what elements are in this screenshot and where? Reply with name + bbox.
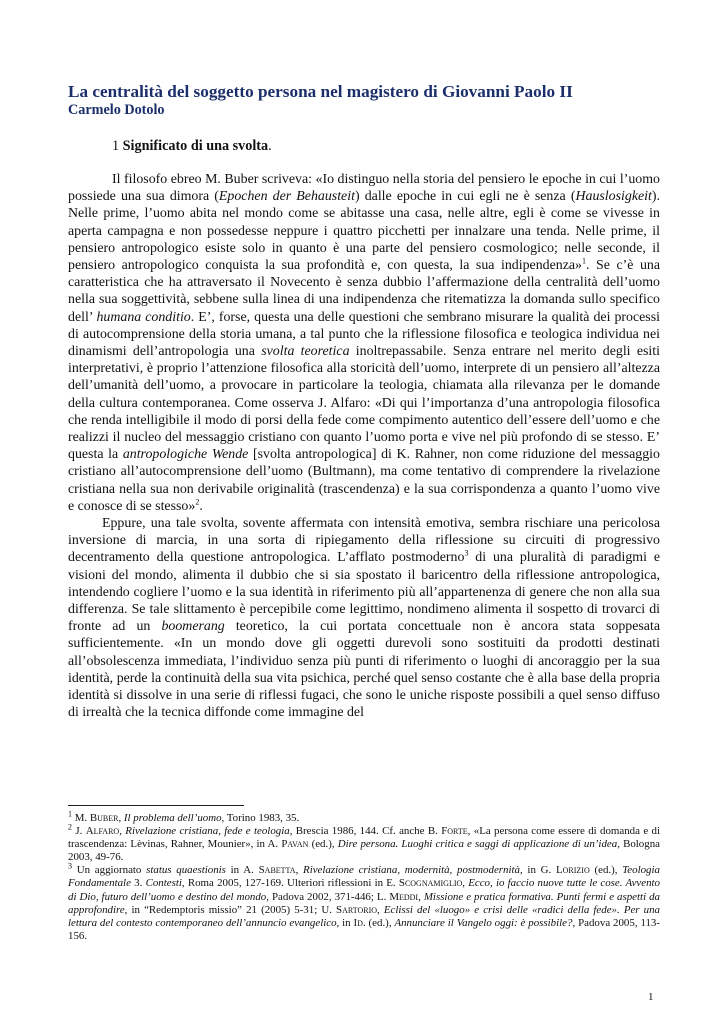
body-text xyxy=(68,171,660,722)
italic-term: antropologiche Wende xyxy=(122,447,249,463)
section-heading xyxy=(68,138,660,155)
italic-term: svolta teoretica xyxy=(261,344,350,360)
italic-term: boomerang xyxy=(161,619,225,635)
footnote-ref-3[interactable]: 3 xyxy=(464,548,469,558)
page-content xyxy=(68,82,660,722)
footnote-ref-2[interactable]: 2 xyxy=(195,497,200,507)
paragraph-1: Il filosofo ebreo M. Buber scriveva: «Io distinguo nella storia del pensiero le epoche in cui l’uomo possiede una sua dimora (Epochen der Behausteit) dalle epoche in cui egli ne è senza (Hauslosigkeit). Nelle prime, l’uomo abita nel mondo come se abitasse una casa, nelle altre, egli è come se vivesse in aperta campagna e non possedesse neppure i quattro picchetti per innalzare una tenda. Nelle prime, il pensiero antropologico esiste solo in quanto è una parte del pensiero cosmologico; nelle seconde, il pensiero antropologico conquista la sua profondità e, con questa, la sua indipendenza»$^1$. Se c’è una caratteristica che ha attraversato il Novecento è senza dubbio l’affermazione della centralità dell’uomo nella sua soggettività, sebbene sulla linea di una indipendenza che ritematizza la domanda sullo specifico dell’ humana conditio. E’, forse, questa una delle questioni che sembrano misurare la qualità dei processi di autocomprensione della storia umana, a tal punto che la riflessione filosofica e teologica individua nei dinamismi dell’antropologia una svolta teoretica inoltrepassabile. Senza entrare nel merito degli esiti interpretativi, è proprio l’attenzione filosofica alla storicità dell’uomo, interprete di un pensiero all’altezza dell’umanità dell’uomo, a provocare in particolare la teologia, chiamata alla rilevanza per le domande della cultura contemporanea. Come osserva J. Alfaro: «Di qui l’importanza d’una antropologia filosofica che renda intelligibile il modo di porsi della fede come compimento autentico dell’essere dell’uomo e che realizzi il nucleo del messaggio cristiano con quanto l’uomo porta e vive nel più profondo di se stesso. E’ questa la antropologiche Wende [svolta antropologica] di K. Rahner, non come riduzione del messaggio cristiano all’autocomprensione dell’uomo (Bultmann), ma come tentativo di comprendere la rivelazione cristiana nella sua non derivabile originalità (trascendenza) e la sua corrispondenza a quanto l’uomo vive e conosce di se stesso»$^2$. xyxy=(68,172,660,514)
italic-term: Hauslosigkeit xyxy=(575,189,652,205)
paragraph-2: Eppure, una tale svolta, sovente affermata con intensità emotiva, sembra rischiare una pericolosa inversione di marcia, in una sorta di ripiegamento della riflessione su circuiti di progressivo decentramento della questione antropologica. L’afflato postmoderno$^3$ di una pluralità di paradigmi e visioni del mondo, alimenta il dubbio che si sia spostato il baricentro della riflessione antropologica, intendendo cogliere l’uomo e la sua identità in riferimento più all’appartenenza di genere che non alla sua differenza. Se tale slittamento è percepibile come legittimo, nondimeno alimenta il sospetto di trovarci di fronte ad un boomerang teoretico, la cui portata concettuale non è ancora stata soppesata sufficientemente. «In un mondo dove gli oggetti durevoli sono sostituiti da prodotti destinati all’obsolescenza immediata, l’individuo senza più punti di riferimento o luoghi di ancoraggio per la sua identità, perde la continuità della sua vita psichica, perché quel senso costante che è alla base della propria identità si dissolve in una serie di riflessi fugaci, che sono le uniche risposte possibili a quel senso diffuso di irrealtà che la tecnica diffonde come immagine del xyxy=(68,516,660,721)
document-title: La centralità del soggetto persona nel magistero di Giovanni Paolo II xyxy=(68,82,573,101)
footnotes xyxy=(68,809,661,943)
footnote-ref-1[interactable]: 1 xyxy=(582,256,586,266)
footnote-1: $^1$ M. Buber, Il problema dell’uomo, Torino 1983, 35. xyxy=(68,809,300,824)
section-label: Significato di una svolta xyxy=(122,138,269,154)
document-author: Carmelo Dotolo xyxy=(68,102,165,118)
footnote-divider xyxy=(68,805,244,806)
italic-term: Epochen der Behausteit xyxy=(218,189,355,205)
italic-term: humana conditio xyxy=(96,309,191,325)
page-number: 1 xyxy=(648,991,654,1003)
section-number: 1 xyxy=(112,138,123,154)
section-end: . xyxy=(268,138,272,154)
footnote-3: $^3$ Un aggiornato status quaestionis in A. Sabetta, Rivelazione cristiana, modernità, postmodernità, in G. Lorizio (ed.), Teologia Fondamentale 3. Contesti, Roma 2005, 127-169. Ulteriori riflessioni in E. Scognamiglio, Ecco, io faccio nuove tutte le cose. Avvento di Dio, futuro dell’uomo e destino del mondo, Padova 2002, 371-446; L. Meddi, Missione e pratica formativa. Punti fermi e aspetti da approfondire, in “Redemptoris missio” 21 (2005) 5-31; U. Sartorio, Eclissi del «luogo» e crisi delle «radici della fede». Per una lettura del contesto contemporaneo dell’annuncio evangelico, in Id. (ed.), Annunciare il Vangelo oggi: è possibile?, Padova 2005, 113-156. xyxy=(68,861,661,942)
footnote-2: $^2$ J. Alfaro, Rivelazione cristiana, fede e teologia, Brescia 1986, 144. Cf. anche B. Forte, «La persona come essere di domanda e di trascendenza: Lèvinas, Rahner, Mounier», in A. Pavan (ed.), Dire persona. Luoghi critica e saggi di applicazione di un’idea, Bologna 2003, 49-76. xyxy=(68,822,660,864)
